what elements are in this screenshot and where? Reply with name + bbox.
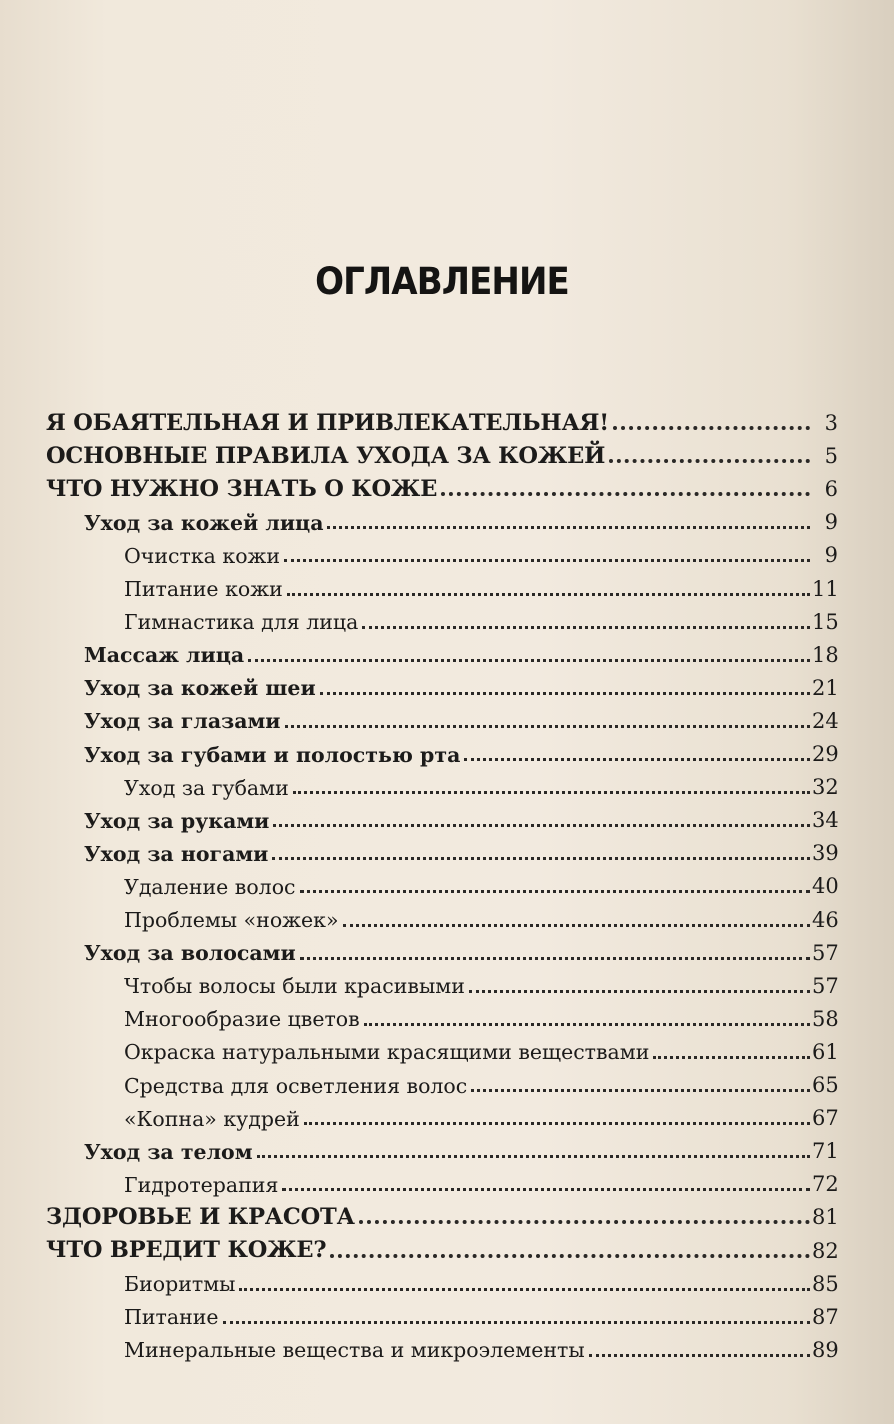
toc-entry-label: Уход за кожей шеи: [84, 676, 316, 701]
toc-entry-label: Чтобы волосы были красивыми: [124, 974, 465, 999]
toc-entry-page-number: 87: [812, 1304, 839, 1329]
dot-leader: [609, 459, 810, 463]
toc-entry: [124, 566, 838, 600]
toc-entry-page-number: 15: [812, 609, 839, 634]
toc-entry-label: ЗДОРОВЬЕ И КРАСОТА: [46, 1203, 355, 1230]
toc-entry: [84, 731, 838, 765]
toc-entry-label: Минеральные вещества и микроэлементы: [124, 1338, 585, 1363]
toc-entry-page-number: 9: [824, 543, 838, 568]
toc-entry: [84, 499, 838, 533]
toc-entry-label: Гимнастика для лица: [124, 610, 359, 635]
toc-entry-label: Уход за губами и полостью рта: [84, 742, 461, 767]
toc-entry: [84, 830, 838, 864]
toc-entry-page-number: 81: [812, 1205, 839, 1230]
dot-leader: [343, 924, 810, 927]
toc-entry-label: ЧТО НУЖНО ЗНАТЬ О КОЖЕ: [46, 475, 438, 502]
toc-entry-page-number: 65: [812, 1073, 839, 1097]
toc-entry-label: Средства для осветления волос: [124, 1073, 468, 1098]
dot-leader: [464, 758, 810, 761]
toc-entry: [84, 797, 838, 831]
toc-entry-label: Уход за губами: [124, 775, 289, 800]
toc-entry-page-number: 3: [824, 411, 838, 435]
dot-leader: [293, 791, 810, 794]
dot-leader: [362, 626, 810, 629]
toc-entry-label: Массаж лица: [84, 643, 245, 668]
toc-entry: [124, 1261, 838, 1295]
toc-entry-label: Питание: [124, 1305, 219, 1330]
toc-entry: [84, 632, 838, 666]
toc-entry-label: Я ОБАЯТЕЛЬНАЯ И ПРИВЛЕКАТЕЛЬНАЯ!: [46, 409, 609, 436]
dot-leader: [282, 1188, 810, 1191]
toc-entry-page-number: 85: [812, 1271, 839, 1296]
dot-leader: [653, 1056, 810, 1059]
toc-entry-page-number: 34: [812, 808, 839, 833]
toc-entry: [124, 1095, 838, 1129]
toc-entry-page-number: 29: [812, 742, 839, 766]
toc-entry-page-number: 57: [812, 940, 839, 965]
toc-entry-label: Питание кожи: [124, 577, 283, 601]
dot-leader: [304, 1122, 810, 1125]
dot-leader: [300, 890, 810, 893]
dot-leader: [273, 824, 810, 827]
toc-entry-label: Очистка кожи: [124, 543, 281, 568]
page-title: ОГЛАВЛЕНИЕ: [315, 260, 569, 303]
dot-leader: [285, 725, 810, 728]
toc-entry-page-number: 24: [812, 708, 839, 733]
toc-entry-label: Гидротерапия: [124, 1172, 279, 1197]
toc-entry-page-number: 32: [812, 775, 839, 800]
toc-entry-page-number: 9: [824, 510, 838, 535]
toc-entry: [124, 897, 838, 931]
toc-entry-page-number: 82: [812, 1238, 839, 1263]
dot-leader: [300, 957, 810, 960]
dot-leader: [257, 1155, 810, 1158]
toc-entry-page-number: 89: [812, 1337, 839, 1362]
toc-entry-label: Удаление волос: [124, 874, 296, 899]
dot-leader: [272, 857, 810, 860]
toc-entry-page-number: 6: [824, 477, 838, 502]
toc-entry: [124, 599, 838, 633]
toc-entry: [124, 863, 838, 897]
dot-leader: [248, 659, 810, 662]
dot-leader: [613, 426, 810, 430]
toc-entry-page-number: 58: [812, 1006, 839, 1031]
toc-entry-label: Биоритмы: [124, 1272, 236, 1297]
toc-entry: [124, 1062, 838, 1096]
dot-leader: [330, 1254, 810, 1258]
toc-entry-label: ОСНОВНЫЕ ПРАВИЛА УХОДА ЗА КОЖЕЙ: [46, 442, 606, 469]
toc-entry-label: Проблемы «ножек»: [124, 908, 339, 932]
toc-entry: [124, 963, 838, 997]
toc-entry: [124, 532, 838, 566]
toc-entry: [84, 1128, 838, 1162]
toc-entry: [84, 930, 838, 964]
toc-entry: [46, 466, 838, 500]
toc-entry: [124, 1161, 838, 1195]
toc-entry-page-number: 39: [812, 841, 839, 866]
toc-entry-page-number: 21: [812, 675, 839, 700]
toc-entry-label: Уход за волосами: [84, 941, 296, 966]
toc-entry: [124, 1029, 838, 1063]
dot-leader: [471, 1089, 810, 1092]
toc-entry-page-number: 72: [812, 1172, 839, 1197]
dot-leader: [239, 1288, 810, 1291]
toc-entry: [46, 1228, 838, 1262]
toc-entry-page-number: 46: [812, 907, 839, 932]
toc-entry-label: Уход за руками: [84, 808, 270, 833]
toc-entry-label: ЧТО ВРЕДИТ КОЖЕ?: [46, 1237, 327, 1263]
toc-entry-label: Уход за ногами: [84, 841, 269, 866]
toc-entry: [124, 1294, 838, 1328]
dot-leader: [441, 492, 810, 496]
toc-entry-page-number: 61: [812, 1039, 839, 1064]
dot-leader: [284, 559, 810, 562]
toc-entry: [124, 1327, 838, 1361]
toc-entry: [46, 1194, 838, 1228]
toc-entry: [124, 996, 838, 1030]
dot-leader: [223, 1321, 810, 1324]
dot-leader: [469, 990, 810, 993]
toc-entry-label: «Копна» кудрей: [124, 1106, 300, 1131]
toc-entry: [84, 665, 838, 699]
toc-entry-page-number: 40: [812, 874, 839, 899]
dot-leader: [327, 526, 810, 529]
toc-entry-page-number: 5: [824, 444, 838, 469]
toc-entry-page-number: 67: [812, 1106, 839, 1131]
dot-leader: [364, 1023, 810, 1026]
toc-entry-label: Уход за телом: [84, 1139, 253, 1164]
toc-entry: [46, 400, 838, 434]
toc-entry-label: Многообразие цветов: [124, 1007, 360, 1032]
dot-leader: [359, 1220, 810, 1224]
toc-entry-label: Уход за глазами: [84, 709, 281, 734]
toc-entry-page-number: 57: [812, 973, 839, 998]
toc-entry-page-number: 11: [812, 576, 839, 601]
toc-entry: [84, 698, 838, 732]
dot-leader: [320, 692, 810, 695]
toc-entry-label: Уход за кожей лица: [84, 510, 324, 535]
toc-entry: [124, 764, 838, 798]
dot-leader: [589, 1354, 810, 1357]
dot-leader: [287, 593, 810, 596]
toc-entry: [46, 433, 838, 467]
toc-entry-page-number: 18: [812, 642, 839, 667]
toc-entry-page-number: 71: [812, 1139, 839, 1164]
toc-entry-label: Окраска натуральными красящими веществами: [124, 1040, 650, 1065]
